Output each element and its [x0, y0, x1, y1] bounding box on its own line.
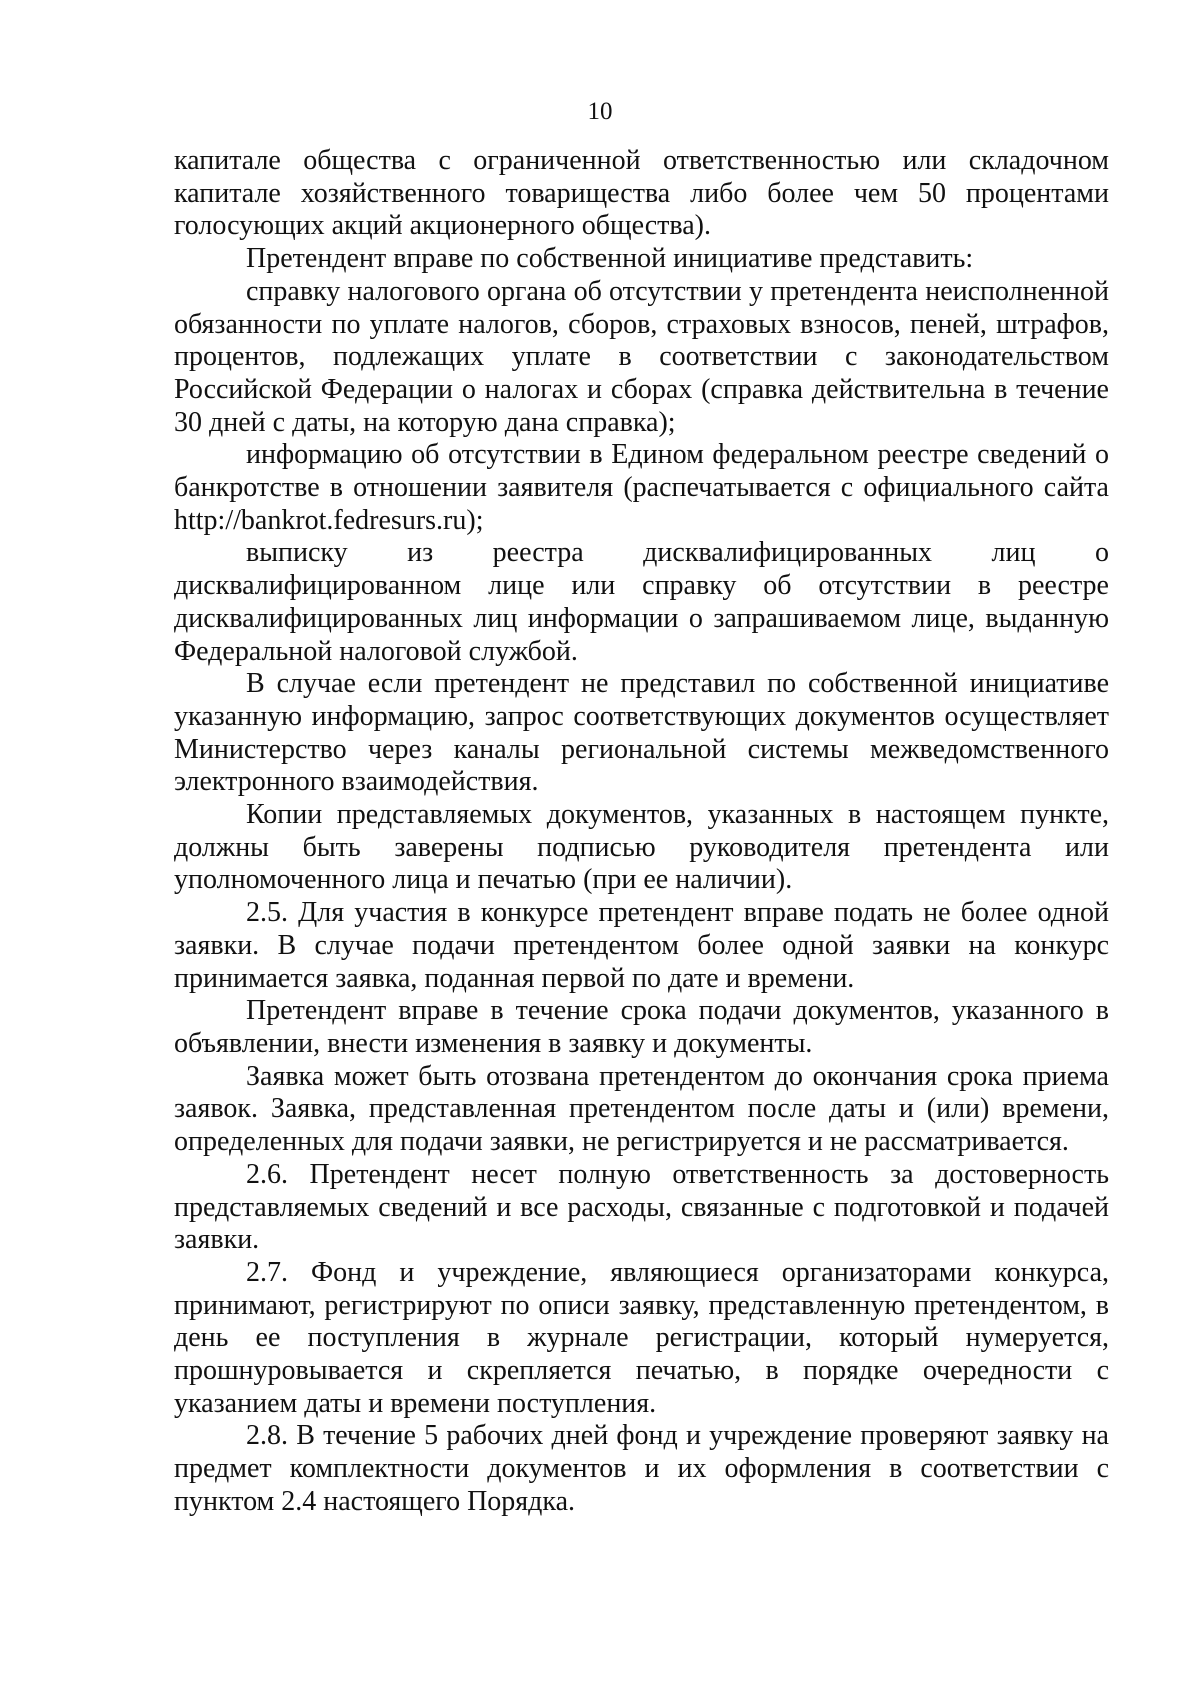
paragraph: выписку из реестра дисквалифицированных лиц о дисквалифицированном лице или справку об отсутствии в реестре дисквалифицированных лиц информации о запрашиваемом лице, выданную Федеральной налоговой службой. [174, 537, 1109, 667]
paragraph-continuation: капитале общества с ограниченной ответственностью или складочном капитале хозяйственного товарищества либо более чем 50 процентами голосующих акций акционерного общества). [174, 145, 1109, 242]
paragraph: В случае если претендент не представил по собственной инициативе указанную информацию, запрос соответствующих документов осуществляет Министерство через каналы региональной системы межведомственного электронного взаимодействия. [174, 668, 1109, 798]
paragraph: 2.5. Для участия в конкурсе претендент вправе подать не более одной заявки. В случае подачи претендентом более одной заявки на конкурс принимается заявка, поданная первой по дате и времени. [174, 897, 1109, 994]
paragraph: Заявка может быть отозвана претендентом до окончания срока приема заявок. Заявка, представленная претендентом после даты и (или) времени, определенных для подачи заявки, не регистрируется и не рассматривается. [174, 1060, 1109, 1158]
paragraph: 2.8. В течение 5 рабочих дней фонд и учреждение проверяют заявку на предмет комплектности документов и их оформления в соответствии с пунктом 2.4 настоящего Порядка. [174, 1420, 1109, 1517]
document-body [174, 145, 1109, 1519]
paragraph: Копии представляемых документов, указанных в настоящем пункте, должны быть заверены подписью руководителя претендента или уполномоченного лица и печатью (при ее наличии). [174, 799, 1109, 896]
paragraph: информацию об отсутствии в Едином федеральном реестре сведений о банкротстве в отношении заявителя (распечатывается с официального сайта http://bankrot.fedresurs.ru); [174, 439, 1109, 536]
paragraph: справку налогового органа об отсутствии у претендента неисполненной обязанности по уплате налогов, сборов, страховых взносов, пеней, штрафов, процентов, подлежащих уплате в соответствии с законодательством Российской Федерации о налогах и сборах (справка действительна в течение 30 дней с даты, на которую дана справка); [174, 275, 1109, 438]
paragraph: Претендент вправе в течение срока подачи документов, указанного в объявлении, внести изменения в заявку и документы. [174, 995, 1109, 1059]
paragraph: 2.6. Претендент несет полную ответственность за достоверность представляемых сведений и все расходы, связанные с подготовкой и подачей заявки. [174, 1158, 1109, 1256]
paragraph: 2.7. Фонд и учреждение, являющиеся организаторами конкурса, принимают, регистрируют по описи заявку, представленную претендентом, в день ее поступления в журнале регистрации, который нумеруется, прошнуровывается и скрепляется печатью, в порядке очередности с указанием даты и времени поступления. [174, 1256, 1109, 1419]
paragraph: Претендент вправе по собственной инициативе представить: [246, 243, 974, 275]
page-number: 10 [587, 98, 613, 125]
